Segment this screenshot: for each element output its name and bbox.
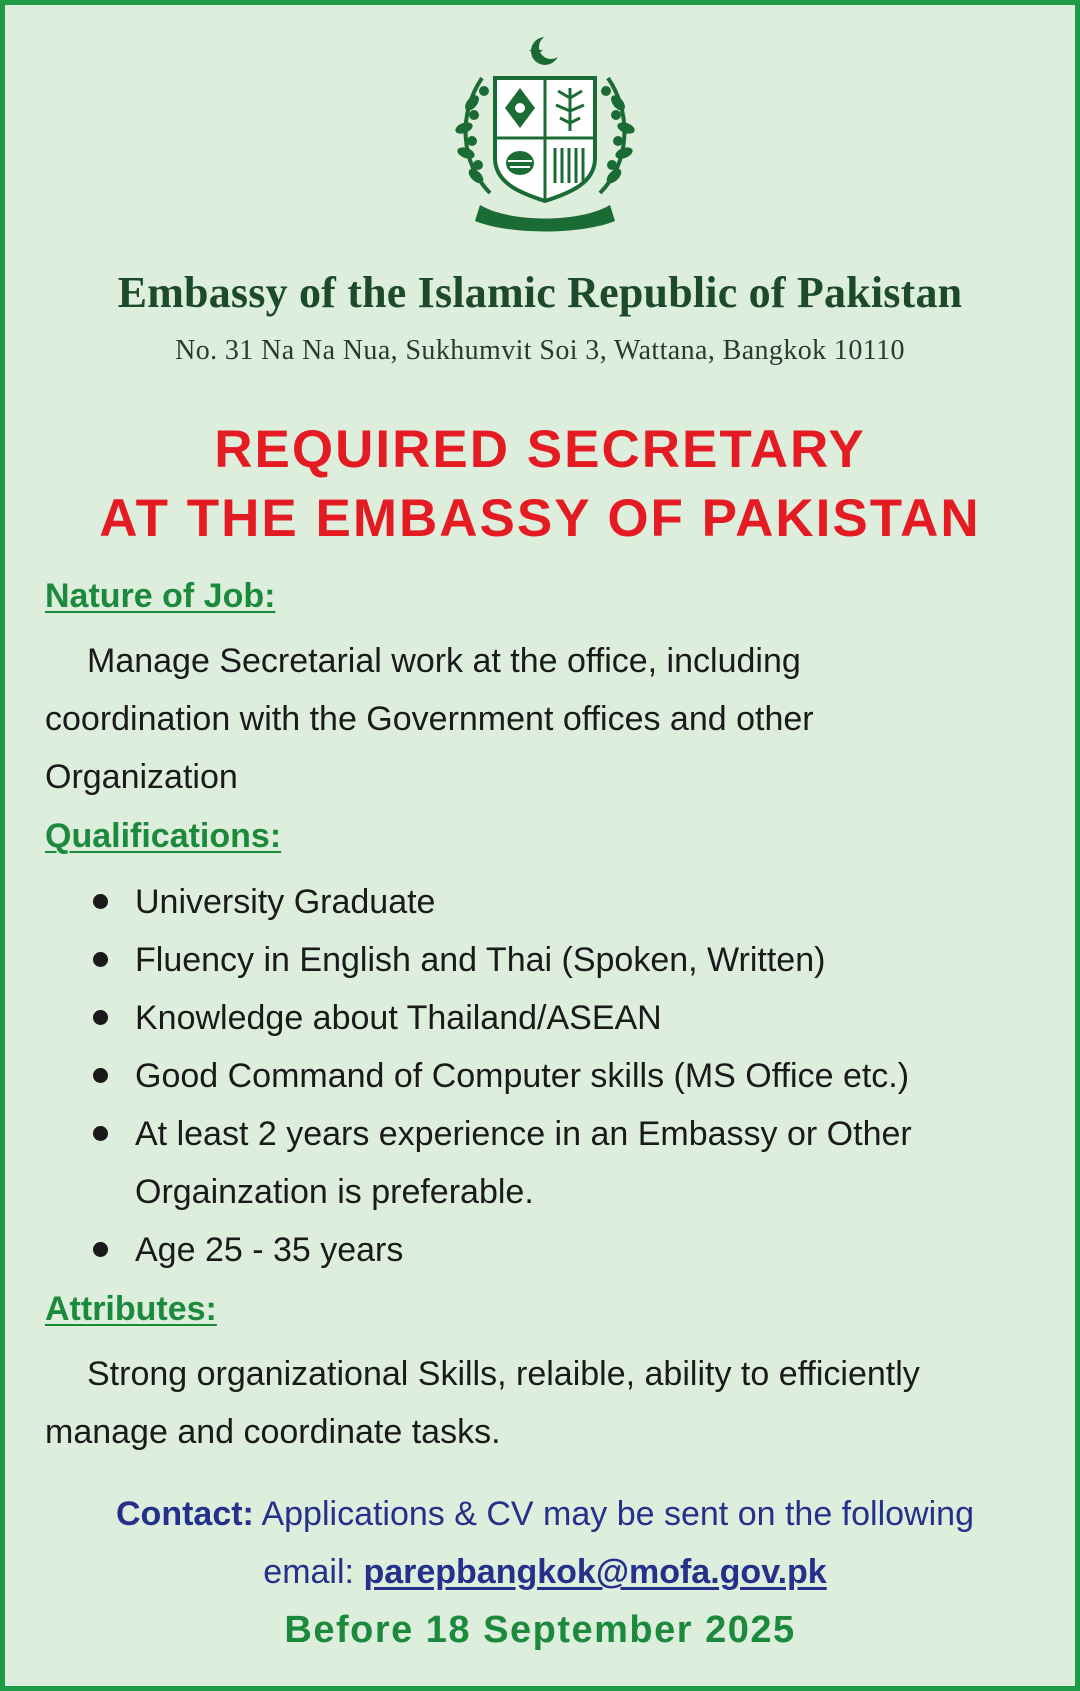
list-item [45, 1221, 1045, 1279]
list-item [45, 989, 1045, 1047]
bullet-icon [93, 1068, 108, 1083]
qualification-text: Fluency in English and Thai (Spoken, Written) [135, 941, 826, 979]
contact-block [45, 1485, 1045, 1601]
qualification-text: University Graduate [135, 883, 436, 921]
list-item [45, 1105, 1045, 1221]
state-emblem-icon [450, 33, 640, 233]
email-label: email: [263, 1553, 354, 1591]
attributes-heading: Attributes: [45, 1290, 217, 1328]
bullet-icon [93, 1242, 108, 1257]
nature-of-job-line: Manage Secretarial work at the office, including [87, 642, 801, 680]
qualifications-heading: Qualifications: [45, 817, 282, 855]
attributes-line: Strong organizational Skills, relaible, ability to efficiently [87, 1355, 920, 1393]
bullet-icon [93, 952, 108, 967]
contact-text: Applications & CV may be sent on the following [261, 1495, 974, 1533]
nature-of-job-heading: Nature of Job: [45, 577, 276, 615]
application-deadline: Before 18 September 2025 [284, 1609, 796, 1651]
qualifications-list [45, 873, 1045, 1279]
email-link[interactable]: parepbangkok@mofa.gov.pk [363, 1553, 827, 1591]
bullet-icon [93, 1010, 108, 1025]
qualification-text: Age 25 - 35 years [135, 1231, 404, 1269]
nature-of-job-line: Organization [45, 758, 238, 796]
contact-line-1 [45, 1485, 1045, 1543]
nature-of-job-text [45, 632, 1045, 806]
list-item [45, 873, 1045, 931]
attributes-line: manage and coordinate tasks. [45, 1413, 501, 1451]
bullet-icon [93, 1126, 108, 1141]
list-item [45, 931, 1045, 989]
list-item [45, 1047, 1045, 1105]
nature-of-job-line: coordination with the Government offices and other [45, 700, 814, 738]
bullet-icon [93, 894, 108, 909]
embassy-name: Embassy of the Islamic Republic of Pakistan [117, 268, 963, 317]
contact-line-2 [45, 1543, 1045, 1601]
qualification-text: At least 2 years experience in an Embassy or Other Orgainzation is preferable. [135, 1115, 912, 1211]
qualification-text: Good Command of Computer skills (MS Office etc.) [135, 1057, 910, 1095]
headline-line-2: AT THE EMBASSY OF PAKISTAN [99, 489, 981, 548]
contact-label: Contact: [116, 1495, 254, 1533]
attributes-text [45, 1345, 1045, 1461]
qualification-text: Knowledge about Thailand/ASEAN [135, 999, 662, 1037]
headline-line-1: REQUIRED SECRETARY [214, 420, 866, 479]
embassy-address: No. 31 Na Na Nua, Sukhumvit Soi 3, Wattana, Bangkok 10110 [175, 335, 905, 366]
